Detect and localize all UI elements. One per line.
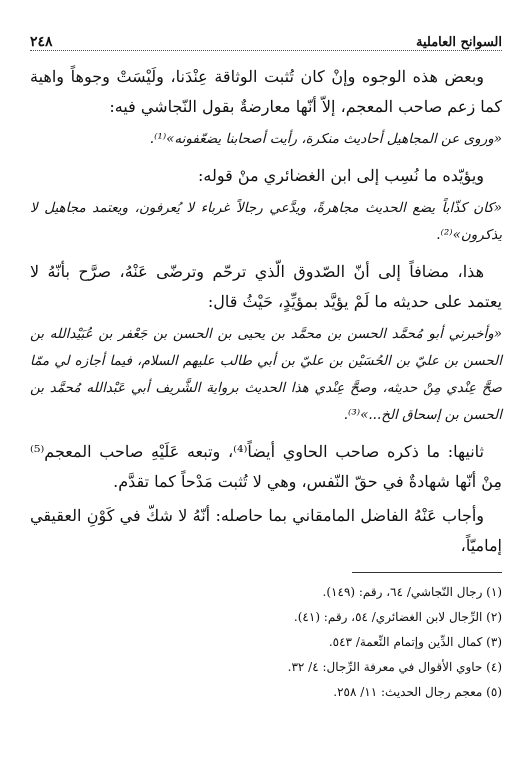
footnote-1: (١) رجال النّجاشي/ ٦٤، رقم: (١٤٩).: [322, 585, 502, 599]
main-text: [30, 62, 502, 565]
running-header: [30, 30, 502, 51]
quote-3: «وأخبرني أبو مُحمَّد الحسن بن محمَّد بن يحيى بن الحسن بن جَعْفر بن عُبَيْدالله بن الحسن بن عليّ بن الحُسَيْن بن عليّ بن أبي طالب عليهم السلام، فيما أجازه لي ممّا صحَّ عِنْدي مِنْ حديثه، وصحَّ عِنْدي هذا الحديث برواية الشَّريف أبي عَبْدالله مُحمَّد بن الحسن بن إسحاق الخ...»⁽³⁾.: [30, 326, 502, 423]
paragraph-5: وأجاب عَنْهُ الفاضل المامقاني بما حاصله: أنّهُ لا شكّ في كَوْنِ العقيقي إماميّاً،: [30, 506, 502, 555]
paragraph-2: ويؤيّده ما نُسِب إلى ابن الغضائري منْ قوله:: [198, 166, 484, 185]
page-number: ٢٤٨: [30, 34, 53, 50]
footnote-3: (٣) كمال الدِّين وإتمام النِّعمة/ ٥٤٣.: [328, 635, 502, 649]
quote-1: «وروى عن المجاهيل أحاديث منكرة، رأيت أصحابنا يضعّفونه»⁽¹⁾.: [149, 131, 502, 147]
footnote-2: (٢) الرِّجال لابن الغضائري/ ٥٤، رقم: (٤١).: [293, 610, 502, 624]
paragraph-1: وبعض هذه الوجوه وإنْ كان تُثبت الوثاقة عِنْدَنا، ولَيْسَتْ وجوهاً واهية كما زعم صاحب المعجم، إلاّ أنّها معارضةٌ بقول النّجاشي فيه:: [30, 67, 502, 116]
quote-2: «كان كذّاباً يضع الحديث مجاهرةً، ويدَّعي رجالاً غرباء لا يُعرفون، ويعتمد مجاهيل لا يذكرون»⁽²⁾.: [30, 200, 502, 243]
footnote-4: (٤) حاوي الأقوال في معرفة الرِّجال: ٤/ ٣٢.: [287, 660, 502, 674]
footnote-separator: [352, 572, 502, 573]
footnotes: [30, 580, 502, 705]
running-title: السوانح العاملية: [416, 35, 502, 50]
paragraph-4: ثانيها: ما ذكره صاحب الحاوي أيضاً⁽⁴⁾، وتبعه عَلَيْهِ صاحب المعجم⁽⁵⁾ مِنْ أنّها شهادةٌ في حقّ النّفس، وهي لا تُثبت مَدْحاً كما تقدَّم.: [30, 442, 502, 491]
paragraph-3: هذا، مضافاً إلى أنّ الصّدوق الّذي ترحّم وترضّى عَنْهُ، صرَّح بأنّهُ لا يعتمد على حديثه ما لَمْ يؤيَّد بمؤيِّدٍ، حَيْثُ قال:: [30, 262, 502, 311]
footnote-5: (٥) معجم رجال الحديث: ١١/ ٢٥٨.: [333, 685, 502, 699]
